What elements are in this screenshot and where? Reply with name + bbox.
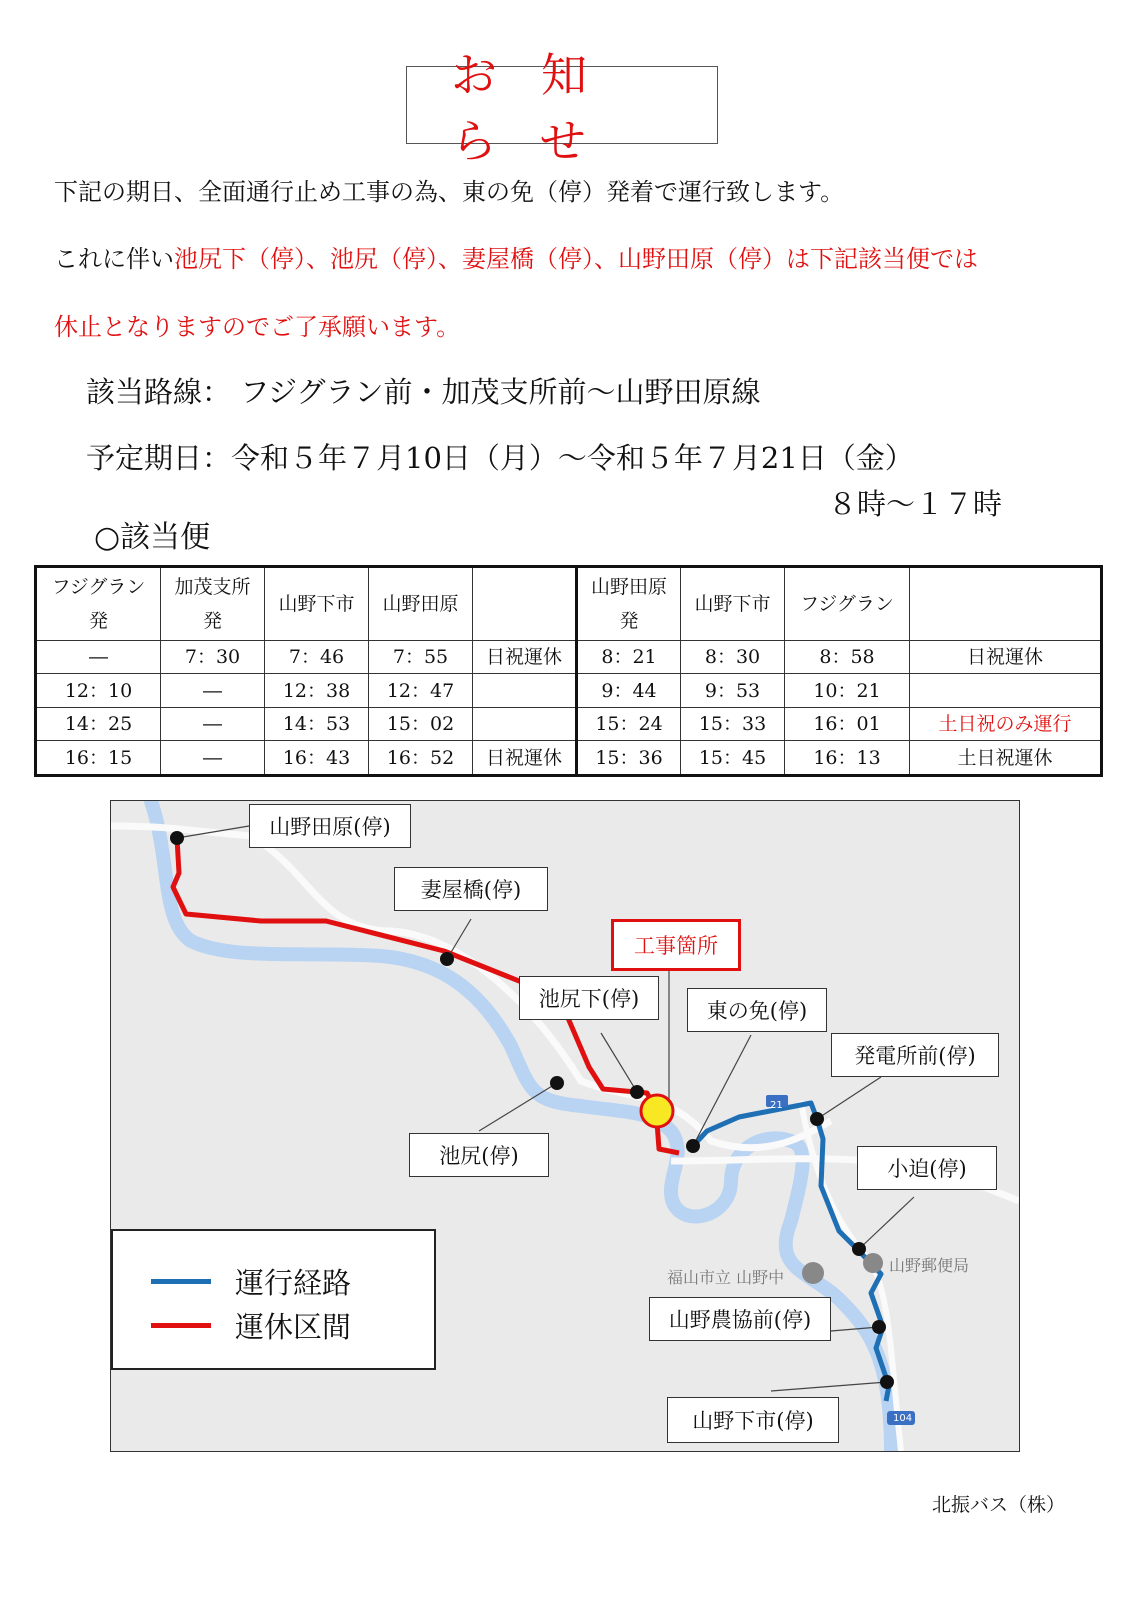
map-legend [111, 1229, 436, 1370]
schedule-cell: ― [161, 741, 265, 776]
schedule-cell: 14：53 [265, 707, 369, 740]
schedule-cell [473, 674, 577, 707]
intro-line-2-prefix: これに伴い [54, 245, 174, 273]
schedule-cell: 12：47 [369, 674, 473, 707]
schedule-cell: 15：33 [681, 707, 785, 740]
schedule-header-text: フジグラン [800, 593, 894, 615]
schedule-cell: ― [161, 674, 265, 707]
schedule-header-cell [473, 567, 577, 641]
label-higashinomen: 東の免(停) [687, 988, 827, 1032]
schedule-cell: 7：55 [369, 641, 473, 674]
schedule-cell: 9：44 [577, 674, 681, 707]
schedule-header-text: 発 [619, 610, 639, 632]
schedule-cell: 12：10 [36, 674, 161, 707]
schedule-cell: 日祝運休 [473, 641, 577, 674]
schedule-cell: 16：43 [265, 741, 369, 776]
schedule-header-text: 加茂支所 [174, 576, 251, 598]
intro-line-2-stops: 池尻下（停）、池尻（停）、妻屋橋（停）、山野田原（停）は下記該当便では [174, 245, 978, 273]
schedule-cell: 16：13 [785, 741, 910, 776]
schedule-cell [910, 674, 1102, 707]
schedule-header-text: 発 [88, 610, 108, 632]
schedule-cell [473, 707, 577, 740]
schedule-header-text: 山野下市 [694, 593, 771, 615]
school-label: 福山市立 山野中 [667, 1268, 785, 1287]
legend-blue-swatch [151, 1279, 211, 1284]
schedule-cell: 15：36 [577, 741, 681, 776]
schedule-header-text: フジグラン [51, 576, 146, 598]
intro-line-2 [54, 239, 978, 274]
schedule-cell: 16：01 [785, 707, 910, 740]
schedule-cell: 15：02 [369, 707, 473, 740]
schedule-cell: ― [161, 707, 265, 740]
schedule-cell: 8：30 [681, 641, 785, 674]
schedule-row [36, 641, 1102, 674]
schedule-header-cell [36, 567, 161, 641]
intro-line-1: 下記の期日、全面通行止め工事の為、東の免（停）発着で運行致します。 [54, 178, 845, 206]
label-kosako: 小迫(停) [857, 1146, 997, 1190]
schedule-cell: 15：45 [681, 741, 785, 776]
schedule-header-cell [785, 567, 910, 641]
post-office-label: 山野郵便局 [889, 1256, 970, 1275]
legend-operating-route [151, 1261, 351, 1302]
schedule-cell: 8：58 [785, 641, 910, 674]
road-21-number: 21 [770, 1100, 783, 1111]
schedule-header-cell [681, 567, 785, 641]
schedule-cell: 7：30 [161, 641, 265, 674]
label-hatsudensho: 発電所前(停) [831, 1033, 999, 1077]
route-line: 該当路線： フジグラン前・加茂支所前～山野田原線 [86, 375, 761, 409]
schedule-cell: 12：38 [265, 674, 369, 707]
label-construction-site: 工事箇所 [611, 919, 741, 971]
schedule-cell: 日祝運休 [473, 741, 577, 776]
schedule-header-cell [161, 567, 265, 641]
schedule-header-text: 発 [202, 610, 222, 632]
schedule-header-text: 山野田原 [590, 576, 667, 598]
schedule-cell: 10：21 [785, 674, 910, 707]
schedule-header-cell [577, 567, 681, 641]
notice-title: お知らせ [406, 66, 718, 144]
legend-blue-label: 運行経路 [235, 1266, 352, 1300]
label-ikejiri: 池尻(停) [409, 1133, 549, 1177]
schedule-row [36, 707, 1102, 740]
schedule-row [36, 741, 1102, 776]
schedule-cell: 土日祝のみ運行 [910, 707, 1102, 740]
road-104-number: 104 [893, 1413, 913, 1424]
schedule-cell: ― [36, 641, 161, 674]
schedule-header-cell [369, 567, 473, 641]
period-line: 予定期日：令和５年７月10日（月）～令和５年７月21日（金） [86, 441, 914, 475]
schedule-cell: 14：25 [36, 707, 161, 740]
label-yamanotabara: 山野田原(停) [249, 804, 411, 848]
company-footer: 北振バス（株） [932, 1494, 1066, 1516]
schedule-header-text: 山野田原 [382, 593, 459, 615]
legend-suspended-section [151, 1305, 351, 1346]
schedule-cell: 16：52 [369, 741, 473, 776]
schedule-table [34, 565, 1103, 777]
schedule-cell: 9：53 [681, 674, 785, 707]
schedule-header-cell [910, 567, 1102, 641]
schedule-header-text: 山野下市 [278, 593, 355, 615]
label-noukyou: 山野農協前(停) [649, 1297, 831, 1341]
label-tsumayabashi: 妻屋橋(停) [394, 867, 548, 911]
label-ikejirishita: 池尻下(停) [519, 976, 659, 1020]
intro-line-3: 休止となりますのでご了承願います。 [54, 313, 461, 341]
schedule-cell: 7：46 [265, 641, 369, 674]
schedule-cell: 15：24 [577, 707, 681, 740]
schedule-cell: 土日祝運休 [910, 741, 1102, 776]
schedule-cell: 日祝運休 [910, 641, 1102, 674]
hours-line: ８時～１７時 [828, 487, 1003, 521]
section-heading: ○該当便 [94, 520, 211, 555]
label-shimoichi: 山野下市(停) [667, 1397, 839, 1443]
schedule-row [36, 674, 1102, 707]
schedule-cell: 16：15 [36, 741, 161, 776]
schedule-header-cell [265, 567, 369, 641]
schedule-cell: 8：21 [577, 641, 681, 674]
legend-red-swatch [151, 1323, 211, 1328]
schedule-header-row [36, 567, 1102, 641]
route-map [110, 800, 1020, 1452]
legend-red-label: 運休区間 [235, 1310, 352, 1344]
